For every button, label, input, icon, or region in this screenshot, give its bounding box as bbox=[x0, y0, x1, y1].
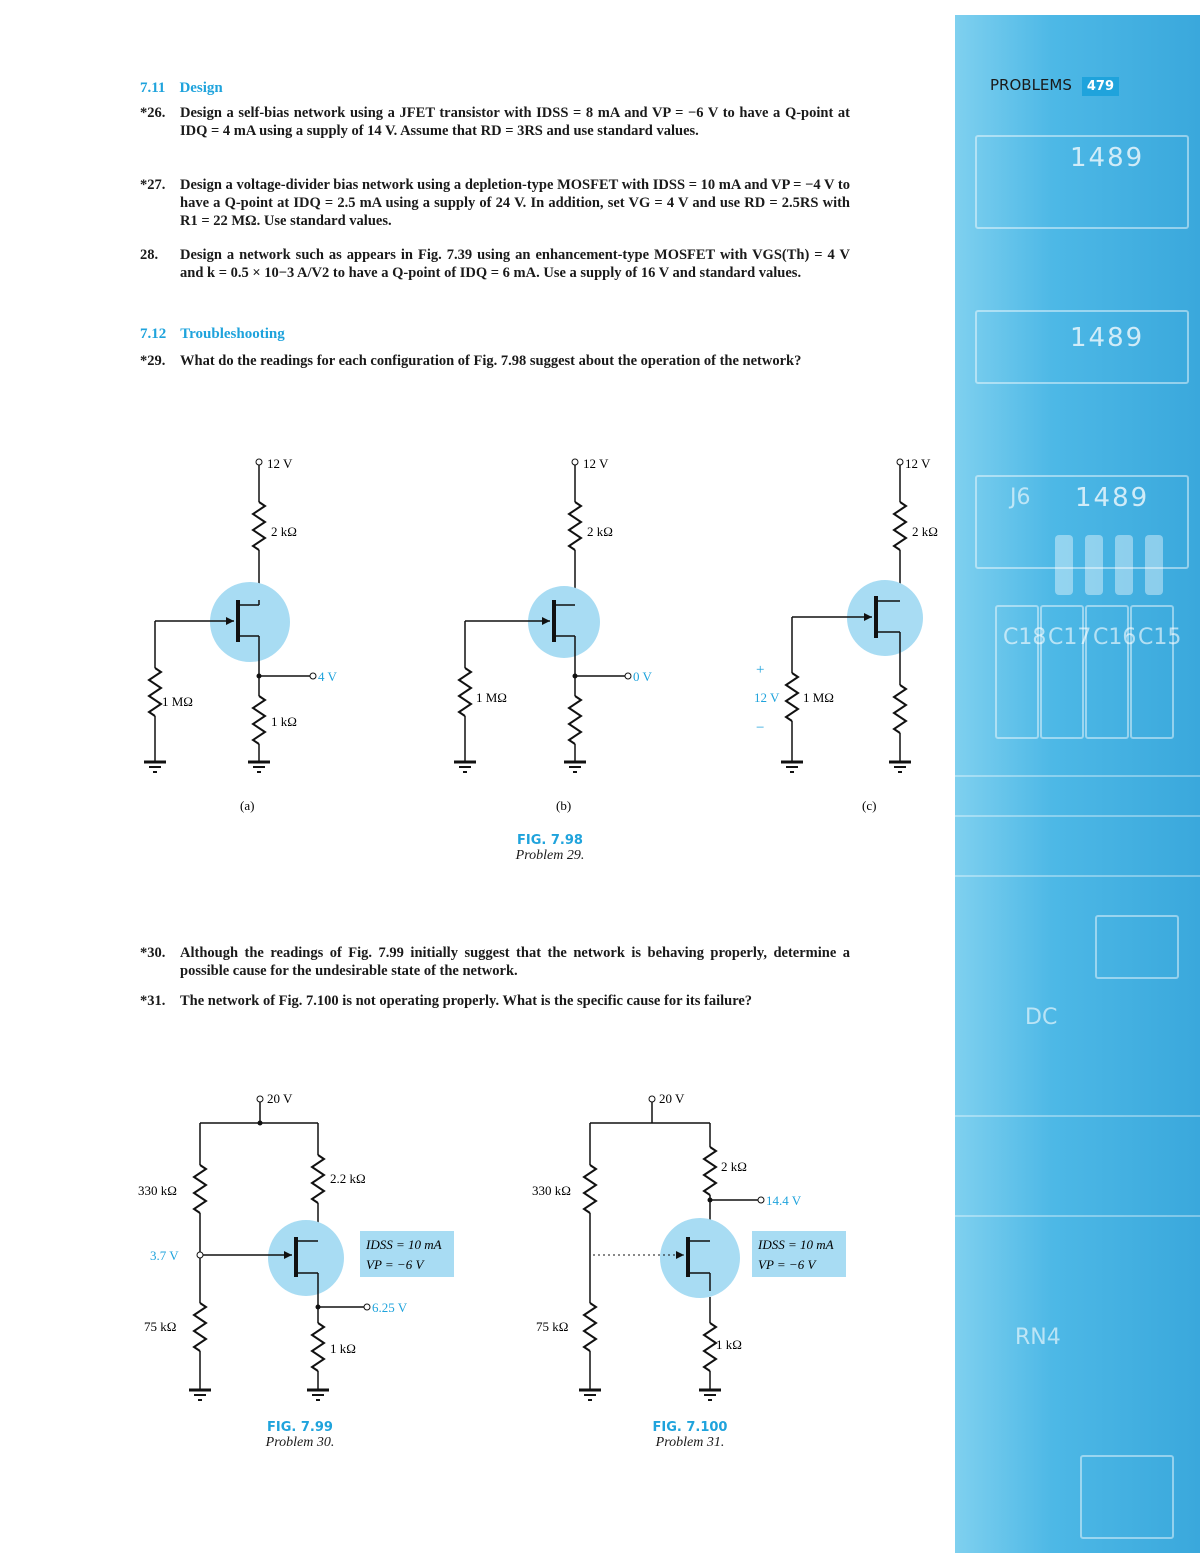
board-label: C17 bbox=[1048, 625, 1092, 650]
problem-number: *31. bbox=[140, 993, 166, 1009]
figure-caption-7-98 bbox=[470, 833, 630, 864]
vp-param: VP = −6 V bbox=[758, 1257, 816, 1272]
problem-text: Design a self-bias network using a JFET transistor with IDSS = 8 mA and VP = −6 V to have a Q-point at IDQ = 4 mA using a supply of 14 V. Assume that RD = 3RS and use standard values. bbox=[180, 105, 850, 139]
circuit-fig-7-99 bbox=[138, 1091, 454, 1400]
reading-label: 4 V bbox=[318, 669, 337, 684]
circuit-b bbox=[454, 456, 653, 813]
problem-text: What do the readings for each configuration of Fig. 7.98 suggest about the operation of the network? bbox=[180, 353, 802, 369]
figure-label: FIG. 7.98 bbox=[517, 833, 583, 848]
rd-label: 2 kΩ bbox=[271, 524, 297, 539]
figure-label: FIG. 7.99 bbox=[267, 1420, 333, 1435]
problem-27 bbox=[140, 176, 850, 230]
board-label: RN4 bbox=[1015, 1325, 1061, 1350]
figure-7-98 bbox=[0, 440, 950, 830]
header-title: PROBLEMS bbox=[990, 76, 1072, 94]
rd-label: 2.2 kΩ bbox=[330, 1171, 366, 1186]
problem-26 bbox=[140, 104, 850, 140]
board-label: C18 bbox=[1003, 625, 1047, 650]
section-heading bbox=[140, 326, 285, 343]
minus-sign: − bbox=[756, 720, 765, 736]
r1-label: 330 kΩ bbox=[138, 1183, 177, 1198]
vp-param: VP = −6 V bbox=[366, 1257, 424, 1272]
transistor-highlight bbox=[210, 582, 290, 662]
circuit-fig-7-100 bbox=[532, 1091, 846, 1400]
subfigure-label: (a) bbox=[240, 798, 255, 813]
rs-label: 1 kΩ bbox=[716, 1337, 742, 1352]
figure-subtitle: Problem 30. bbox=[265, 1435, 335, 1450]
subfigure-label: (b) bbox=[556, 798, 572, 813]
supply-label: 12 V bbox=[905, 456, 931, 471]
supply-label: 12 V bbox=[583, 456, 609, 471]
rg-label: 1 MΩ bbox=[162, 694, 193, 709]
figure-label: FIG. 7.100 bbox=[652, 1420, 728, 1435]
problem-number: *29. bbox=[140, 353, 166, 369]
idss-param: IDSS = 10 mA bbox=[366, 1237, 442, 1252]
rs-label: 1 kΩ bbox=[271, 714, 297, 729]
section-title: Troubleshooting bbox=[180, 326, 285, 342]
transistor-highlight bbox=[528, 586, 600, 658]
rs-label: 1 kΩ bbox=[330, 1341, 356, 1356]
problem-number: 28. bbox=[140, 247, 159, 263]
problem-28 bbox=[140, 246, 850, 282]
problem-text: The network of Fig. 7.100 is not operating properly. What is the specific cause for its failure? bbox=[180, 993, 753, 1009]
circuit-a bbox=[144, 456, 338, 813]
figure-subtitle: Problem 29. bbox=[515, 848, 585, 863]
rd-label: 2 kΩ bbox=[912, 524, 938, 539]
rg-label: 1 MΩ bbox=[476, 690, 507, 705]
board-label: C16 bbox=[1093, 625, 1137, 650]
page-number: 479 bbox=[1082, 77, 1119, 96]
r1-label: 330 kΩ bbox=[532, 1183, 571, 1198]
vg-reading: 3.7 V bbox=[150, 1248, 179, 1263]
vs-reading: 6.25 V bbox=[372, 1300, 408, 1315]
problem-29 bbox=[140, 352, 850, 370]
figure-subtitle: Problem 31. bbox=[655, 1435, 725, 1450]
supply-label: 12 V bbox=[267, 456, 293, 471]
chip-label: 1489 bbox=[1070, 323, 1145, 353]
figure-caption-7-99 bbox=[220, 1420, 380, 1451]
problem-31 bbox=[140, 992, 850, 1010]
problem-text: Although the readings of Fig. 7.99 initially suggest that the network is behaving properly, determine a possible cause for the undesirable state of the network. bbox=[180, 945, 850, 979]
rg-label: 1 MΩ bbox=[803, 690, 834, 705]
figure-caption-7-100 bbox=[610, 1420, 770, 1451]
problem-30 bbox=[140, 944, 850, 980]
board-label: C15 bbox=[1138, 625, 1182, 650]
running-header bbox=[990, 76, 1119, 96]
supply-label: 20 V bbox=[659, 1091, 685, 1106]
transistor-highlight bbox=[660, 1218, 740, 1298]
board-label: DC bbox=[1025, 1005, 1058, 1030]
r2-label: 75 kΩ bbox=[536, 1319, 569, 1334]
decorative-circuit-board-panel bbox=[955, 15, 1200, 1553]
plus-sign: + bbox=[756, 662, 765, 678]
rd-label: 2 kΩ bbox=[587, 524, 613, 539]
chip-label: 1489 bbox=[1075, 483, 1150, 513]
problem-number: *27. bbox=[140, 177, 166, 193]
reading-label: 0 V bbox=[633, 669, 652, 684]
transistor-highlight bbox=[268, 1220, 344, 1296]
problem-number: *30. bbox=[140, 945, 166, 961]
subfigure-label: (c) bbox=[862, 798, 877, 813]
chip-label: 1489 bbox=[1070, 143, 1145, 173]
rd-label: 2 kΩ bbox=[721, 1159, 747, 1174]
r2-label: 75 kΩ bbox=[144, 1319, 177, 1334]
problem-text: Design a network such as appears in Fig. 7.39 using an enhancement-type MOSFET with VGS(Th) = 4 V and k = 0.5 × 10−3 A/V2 to have a Q-point of IDQ = 6 mA. Use a supply of 16 V and standard values. bbox=[180, 247, 850, 281]
board-label: J6 bbox=[1010, 485, 1031, 510]
figures-7-99-7-100 bbox=[0, 1085, 950, 1425]
circuit-c bbox=[754, 456, 938, 813]
problem-text: Design a voltage-divider bias network using a depletion-type MOSFET with IDSS = 10 mA and VP = −4 V to have a Q-point at IDQ = 2.5 mA using a supply of 24 V. In addition, set VG = 4 V and use RD = 2.5RS with R1 = 22 MΩ. Use standard values. bbox=[180, 177, 850, 229]
vg-reading: 12 V bbox=[754, 690, 780, 705]
problem-number: *26. bbox=[140, 105, 166, 121]
section-number: 7.12 bbox=[140, 326, 167, 342]
vd-reading: 14.4 V bbox=[766, 1193, 802, 1208]
idss-param: IDSS = 10 mA bbox=[758, 1237, 834, 1252]
section-heading bbox=[140, 80, 223, 97]
transistor-highlight bbox=[847, 580, 923, 656]
section-number: 7.11 bbox=[140, 80, 166, 96]
section-title: Design bbox=[179, 80, 223, 96]
supply-label: 20 V bbox=[267, 1091, 293, 1106]
